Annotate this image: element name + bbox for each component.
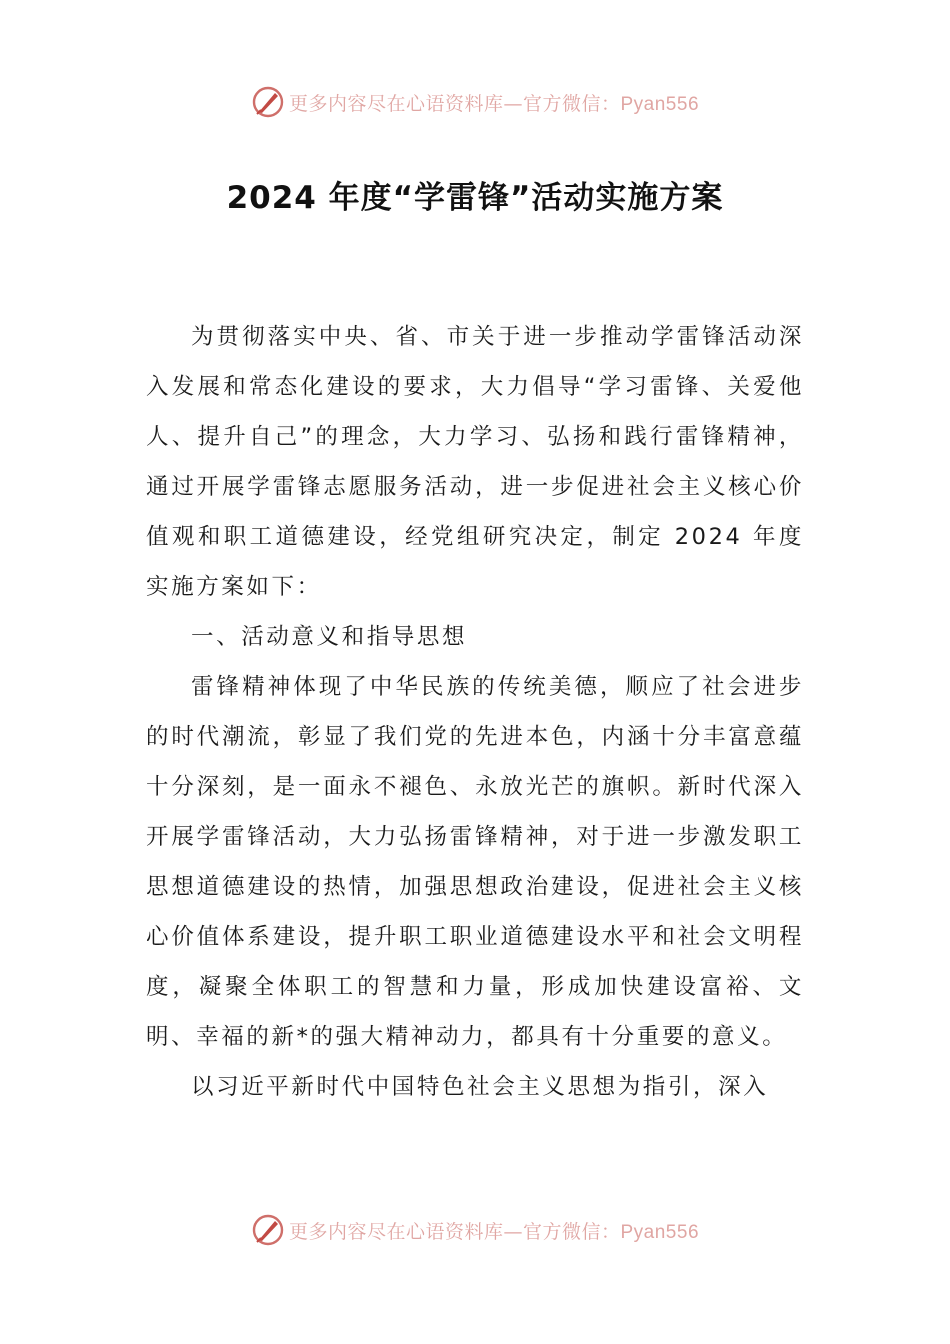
document-body bbox=[146, 312, 804, 1112]
watermark-header bbox=[0, 82, 950, 122]
paragraph-guidance: 以习近平新时代中国特色社会主义思想为指引，深入 bbox=[191, 1074, 769, 1100]
watermark-id: Pyan556 bbox=[620, 93, 700, 115]
watermark-id: Pyan556 bbox=[620, 1221, 700, 1243]
watermark-site: 更多内容尽在心语资料库 bbox=[288, 1220, 504, 1243]
document-title: 2024 年度“学雷锋”活动实施方案 bbox=[226, 180, 724, 216]
watermark-label: 官方微信： bbox=[522, 93, 621, 115]
watermark-site: 更多内容尽在心语资料库 bbox=[288, 92, 504, 115]
paragraph-significance: 雷锋精神体现了中华民族的传统美德，顺应了社会进步的时代潮流，彰显了我们党的先进本色，内涵十分丰富意蕴十分深刻，是一面永不褪色、永放光芒的旗帜。新时代深入开展学雷锋活动，大力弘扬雷锋精神，对于进一步激发职工思想道德建设的热情，加强思想政治建设，促进社会主义核心价值体系建设，提升职工职业道德建设水平和社会文明程度，凝聚全体职工的智慧和力量，形成加快建设富裕、文明、幸福的新*的强大精神动力，都具有十分重要的意义。 bbox=[146, 674, 804, 1050]
watermark-dash: — bbox=[503, 92, 523, 115]
section-heading-1: 一、活动意义和指导思想 bbox=[191, 624, 468, 650]
watermark-label: 官方微信： bbox=[522, 1221, 621, 1243]
watermark-footer bbox=[0, 1210, 950, 1250]
watermark-dash: — bbox=[503, 1220, 523, 1243]
watermark-text bbox=[289, 1217, 699, 1244]
paragraph-intro: 为贯彻落实中央、省、市关于进一步推动学雷锋活动深入发展和常态化建设的要求，大力倡导“学习雷锋、关爱他人、提升自己”的理念，大力学习、弘扬和践行雷锋精神，通过开展学雷锋志愿服务活动，进一步促进社会主义核心价值观和职工道德建设，经党组研究决定，制定 2024 年度实施方案如下： bbox=[146, 324, 804, 600]
quill-logo-icon bbox=[251, 85, 285, 119]
quill-logo-icon bbox=[251, 1213, 285, 1247]
watermark-text bbox=[289, 89, 699, 116]
